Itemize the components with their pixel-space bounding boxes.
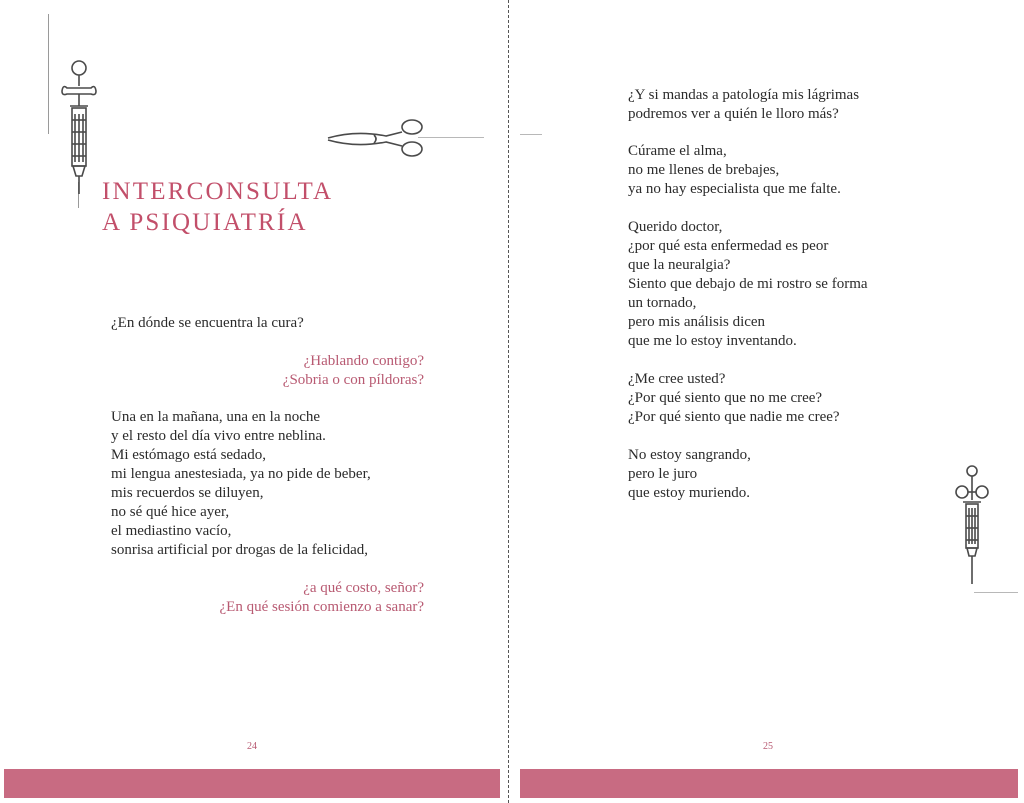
poem-line: no sé qué hice ayer,	[111, 504, 230, 520]
poem-title	[102, 176, 333, 238]
poem-line: ¿Y si mandas a patología mis lágrimas	[628, 87, 860, 103]
poem-line: ¿Hablando contigo?	[303, 353, 424, 369]
poem-line: ¿a qué costo, señor?	[303, 580, 424, 596]
poem-line: Una en la mañana, una en la noche	[111, 409, 321, 425]
stanza	[628, 218, 868, 351]
poem-line: ¿Me cree usted?	[628, 371, 726, 387]
page-number: 25	[763, 741, 773, 752]
poem-line: ¿En dónde se encuentra la cura?	[111, 315, 304, 331]
poem-line: y el resto del día vivo entre neblina.	[111, 428, 326, 444]
poem-line: podremos ver a quién le lloro más?	[628, 106, 839, 122]
poem-line: ¿por qué esta enfermedad es peor	[628, 238, 829, 254]
stanza	[220, 579, 425, 617]
poem-line: ¿En qué sesión comienzo a sanar?	[219, 599, 424, 615]
poem-line: que la neuralgia?	[628, 257, 731, 273]
poem-line: pero le juro	[628, 466, 698, 482]
poem-line: ¿Por qué siento que no me cree?	[628, 390, 823, 406]
margin-rule	[974, 592, 1018, 593]
poem-line: ya no hay especialista que me falte.	[628, 181, 841, 197]
syringe-icon	[950, 464, 994, 591]
stanza	[628, 86, 859, 124]
left-page	[0, 0, 508, 803]
stanza	[283, 352, 424, 390]
stanza	[628, 446, 751, 503]
poem-line: sonrisa artificial por drogas de la felicidad,	[111, 542, 368, 558]
poem-line: que estoy muriendo.	[628, 485, 751, 501]
poem-line: mi lengua anestesiada, ya no pide de beber,	[111, 466, 371, 482]
poem-line: el mediastino vacío,	[111, 523, 232, 539]
stanza	[111, 408, 371, 560]
poem-line: que me lo estoy inventando.	[628, 333, 797, 349]
poem-line: Cúrame el alma,	[628, 143, 727, 159]
stanza	[628, 142, 841, 199]
margin-rule	[520, 134, 542, 135]
footer-bar	[4, 769, 500, 798]
poem-line: No estoy sangrando,	[628, 447, 751, 463]
poem-line: no me llenes de brebajes,	[628, 162, 780, 178]
margin-rule	[418, 137, 484, 138]
poem-line: ¿Sobria o con píldoras?	[282, 372, 424, 388]
right-page	[512, 0, 1024, 803]
page-fold-divider	[508, 0, 509, 803]
stanza	[111, 314, 304, 333]
footer-bar	[520, 769, 1018, 798]
margin-rule	[48, 14, 49, 134]
title-line: INTERCONSULTA	[102, 178, 334, 205]
poem-line: un tornado,	[628, 295, 697, 311]
page-number: 24	[247, 741, 257, 752]
title-line: A PSIQUIATRÍA	[102, 209, 308, 236]
poem-line: mis recuerdos se diluyen,	[111, 485, 264, 501]
syringe-icon	[57, 58, 101, 203]
stanza	[628, 370, 840, 427]
poem-line: Siento que debajo de mi rostro se forma	[628, 276, 868, 292]
surgical-scissors-icon	[326, 118, 430, 163]
poem-line: pero mis análisis dicen	[628, 314, 766, 330]
poem-line: ¿Por qué siento que nadie me cree?	[628, 409, 840, 425]
poem-line: Mi estómago está sedado,	[111, 447, 266, 463]
poem-line: Querido doctor,	[628, 219, 723, 235]
